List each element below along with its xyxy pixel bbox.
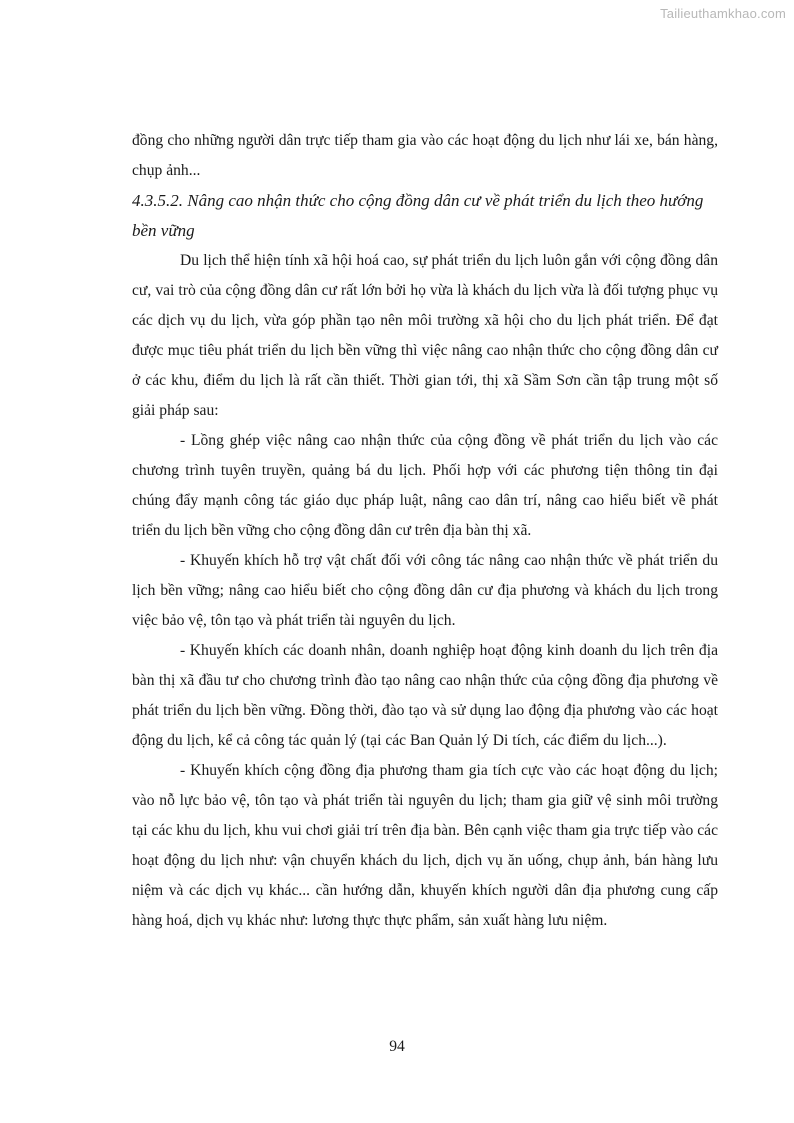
bullet-paragraph: - Khuyến khích hỗ trợ vật chất đối với công tác nâng cao nhận thức về phát triển du lịch bền vững; nâng cao hiểu biết cho cộng đồng dân cư địa phương và khách du lịch trong việc bảo vệ, tôn tạo và phát triển tài nguyên du lịch. — [132, 552, 718, 629]
bullet-paragraph: - Khuyến khích cộng đồng địa phương tham gia tích cực vào các hoạt động du lịch; vào nỗ lực bảo vệ, tôn tạo và phát triển tài nguyên du lịch; tham gia giữ vệ sinh môi trường tại các khu du lịch, khu vui chơi giải trí trên địa bàn. Bên cạnh việc tham gia trực tiếp vào các hoạt động du lịch như: vận chuyển khách du lịch, dịch vụ ăn uống, chụp ảnh, bán hàng lưu niệm và các dịch vụ khác... cần hướng dẫn, khuyến khích người dân địa phương cung cấp hàng hoá, dịch vụ khác như: lương thực thực phẩm, sản xuất hàng lưu niệm. — [132, 762, 718, 929]
body-paragraph: Du lịch thể hiện tính xã hội hoá cao, sự phát triển du lịch luôn gắn với cộng đồng dân cư, vai trò của cộng đồng dân cư rất lớn bởi họ vừa là khách du lịch vừa là đối tượng phục vụ các dịch vụ du lịch, vừa góp phần tạo nên môi trường xã hội cho du lịch phát triển. Để đạt được mục tiêu phát triển du lịch bền vững thì việc nâng cao nhận thức cho cộng đồng dân cư ở các khu, điểm du lịch là rất cần thiết. Thời gian tới, thị xã Sầm Sơn cần tập trung một số giải pháp sau: — [132, 252, 718, 419]
document-body — [132, 126, 718, 936]
intro-paragraph: đồng cho những người dân trực tiếp tham gia vào các hoạt động du lịch như lái xe, bán hàng, chụp ảnh... — [132, 132, 718, 179]
bullet-paragraph: - Khuyến khích các doanh nhân, doanh nghiệp hoạt động kinh doanh du lịch trên địa bàn thị xã đầu tư cho chương trình đào tạo nâng cao nhận thức của cộng đồng địa phương về phát triển du lịch bền vững. Đồng thời, đào tạo và sử dụng lao động địa phương vào các hoạt động du lịch, kể cả công tác quản lý (tại các Ban Quản lý Di tích, các điểm du lịch...). — [132, 642, 718, 749]
page-number: 94 — [389, 1038, 405, 1055]
bullet-paragraph: - Lồng ghép việc nâng cao nhận thức của cộng đồng về phát triển du lịch vào các chương trình tuyên truyền, quảng bá du lịch. Phối hợp với các phương tiện thông tin đại chúng đẩy mạnh công tác giáo dục pháp luật, nâng cao dân trí, nâng cao hiểu biết về phát triển du lịch bền vững cho cộng đồng dân cư trên địa bàn thị xã. — [132, 432, 718, 539]
watermark-text: Tailieuthamkhao.com — [660, 6, 786, 21]
section-heading: 4.3.5.2. Nâng cao nhận thức cho cộng đồng dân cư về phát triển du lịch theo hướng bền vững — [132, 191, 704, 240]
